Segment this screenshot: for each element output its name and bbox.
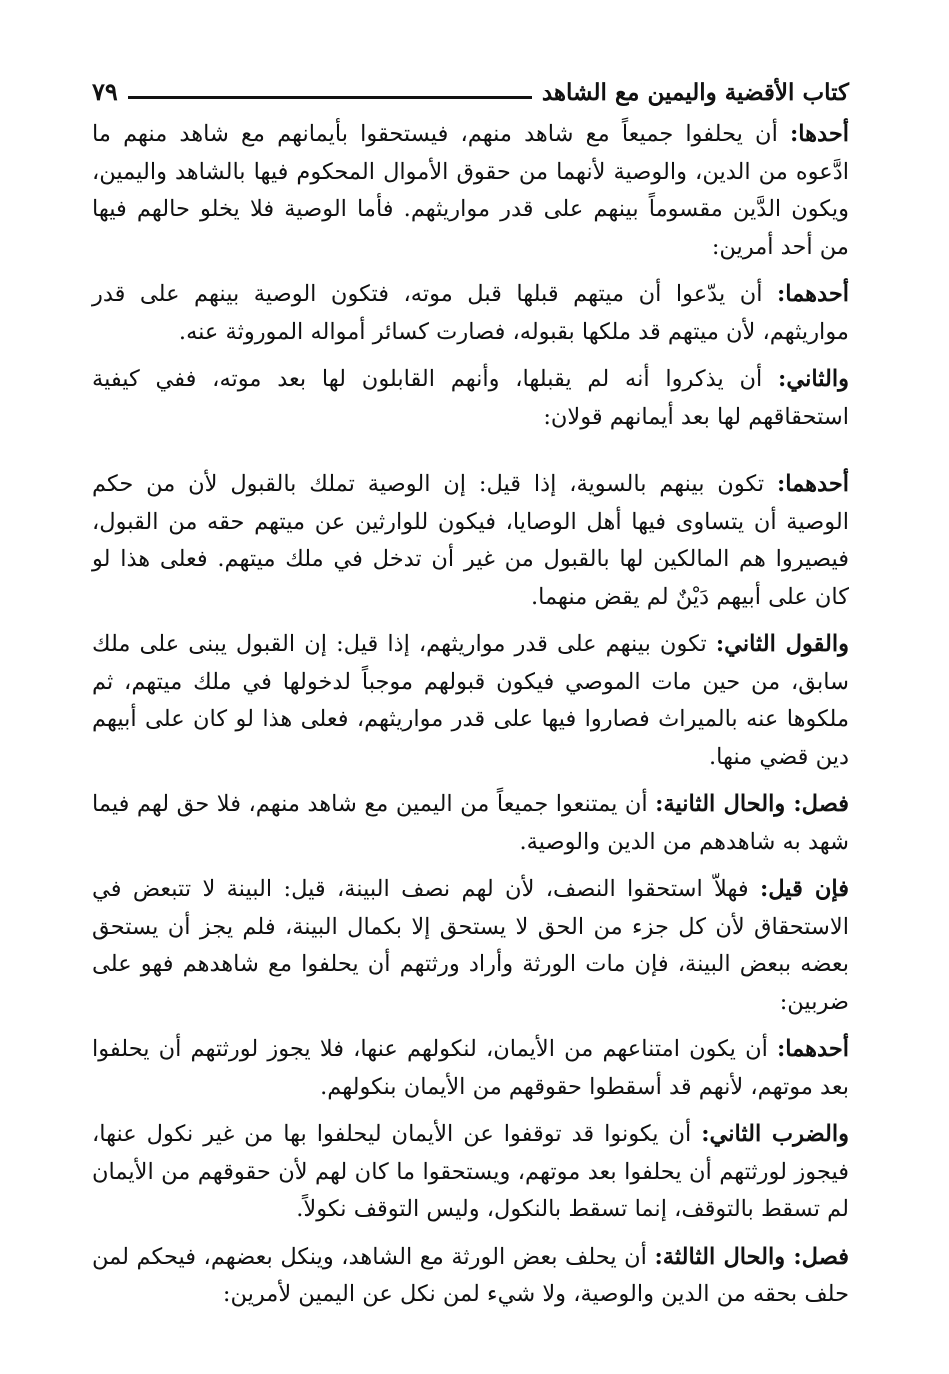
paragraph-lead: أحدهما: xyxy=(776,471,849,497)
paragraph-text: أن يكونوا قد توقفوا عن الأيمان ليحلفوا بها من غير نكول عنها، فيجوز لورثتهم أن يحلفوا بعد موتهم، ويستحقوا ما كان لهم لأن حقوقهم من الأيمان لم تسقط بالتوقف، إنما تسقط بالنكول، وليس التوقف نكولاً. xyxy=(92,1121,849,1222)
paragraph-text: أن يكون امتناعهم من الأيمان، لنكولهم عنها، فلا يجوز لورثتهم أن يحلفوا بعد موتهم، لأنهم قد أسقطوا حقوقهم من الأيمان بنكولهم. xyxy=(92,1036,849,1100)
body-text xyxy=(92,116,849,1314)
paragraph xyxy=(92,116,849,266)
paragraph xyxy=(92,1031,849,1106)
paragraph xyxy=(92,786,849,861)
paragraph-lead: فصل: والحال الثالثة: xyxy=(654,1243,849,1270)
page-number: ٧٩ xyxy=(92,77,118,106)
paragraph xyxy=(92,466,849,616)
paragraph-lead: أحدهما: xyxy=(776,281,849,307)
paragraph xyxy=(92,1239,849,1314)
paragraph xyxy=(92,626,849,776)
paragraph-lead: أحدها: xyxy=(790,121,849,147)
paragraph xyxy=(92,361,849,436)
paragraph-lead: والقول الثاني: xyxy=(715,631,849,657)
paragraph-text: أن يحلف بعض الورثة مع الشاهد، وينكل بعضهم، فيحكم لمن حلف بحقه من الدين والوصية، ولا شيء لمن نكل عن اليمين لأمرين: xyxy=(92,1243,849,1307)
paragraph-lead: فإن قيل: xyxy=(759,876,849,902)
header-rule xyxy=(128,96,532,99)
paragraph-text: تكون بينهم على قدر مواريثهم، إذا قيل: إن القبول يبنى على ملك سابق، من حين مات الموصي فيكون قبولهم موجباً لدخولها في ملك ميتهم، ثم ملكوها عنه بالميراث فصاروا فيها على قدر مواريثهم، فعلى هذا لو كان على أبيهم دين قضي منها. xyxy=(92,631,849,770)
paragraph-text: أن يمتنعوا جميعاً من اليمين مع شاهد منهم، فلا حق لهم فيما شهد به شاهدهم من الدين والوصية. xyxy=(92,791,849,855)
paragraph-lead: أحدهما: xyxy=(776,1036,849,1062)
paragraph-text: فهلاّ استحقوا النصف، لأن لهم نصف البينة، قيل: البينة لا تتبعض في الاستحقاق لأن كل جزء من الحق لا يستحق إلا بكمال البينة، فلم يجز أن يستحق بعضه ببعض البينة، فإن مات الورثة وأراد ورثتهم أن يحلفوا مع شاهدهم فهو على ضربين: xyxy=(92,876,849,1015)
paragraph xyxy=(92,1116,849,1229)
running-header xyxy=(92,72,849,106)
paragraph xyxy=(92,871,849,1021)
running-title: كتاب الأقضية واليمين مع الشاهد xyxy=(541,79,849,106)
paragraph-lead: والثاني: xyxy=(778,366,849,392)
paragraph-text: أن يذكروا أنه لم يقبلها، وأنهم القابلون لها بعد موته، ففي كيفية استحقاقهم لها بعد أيمانهم قولان: xyxy=(92,366,849,430)
paragraph-text: أن يدّعوا أن ميتهم قبلها قبل موته، فتكون الوصية بينهم على قدر مواريثهم، لأن ميتهم قد ملكها بقبوله، فصارت كسائر أمواله الموروثة عنه. xyxy=(92,281,849,345)
paragraph-lead: والضرب الثاني: xyxy=(701,1121,849,1147)
paragraph xyxy=(92,276,849,351)
paragraph-lead: فصل: والحال الثانية: xyxy=(655,791,849,817)
paragraph-text: تكون بينهم بالسوية، إذا قيل: إن الوصية تملك بالقبول لأن من حكم الوصية أن يتساوى فيها أهل الوصايا، فيكون للوارثين عن ميتهم حقه من القبول، فيصيروا هم المالكين لها بالقبول من غير أن تدخل في ملك ميتهم. فعلى هذا لو كان على أبيهم دَيْنٌ لم يقض منهما. xyxy=(92,471,849,610)
paragraph-text: أن يحلفوا جميعاً مع شاهد منهم، فيستحقوا بأيمانهم مع شاهد منهم ما ادَّعوه من الدين، والوصية لأنهما من حقوق الأموال المحكوم فيها بالشاهد واليمين، ويكون الدَّين مقسوماً بينهم على قدر مواريثهم. فأما الوصية فلا يخلو حالهم فيها من أحد أمرين: xyxy=(92,121,849,260)
